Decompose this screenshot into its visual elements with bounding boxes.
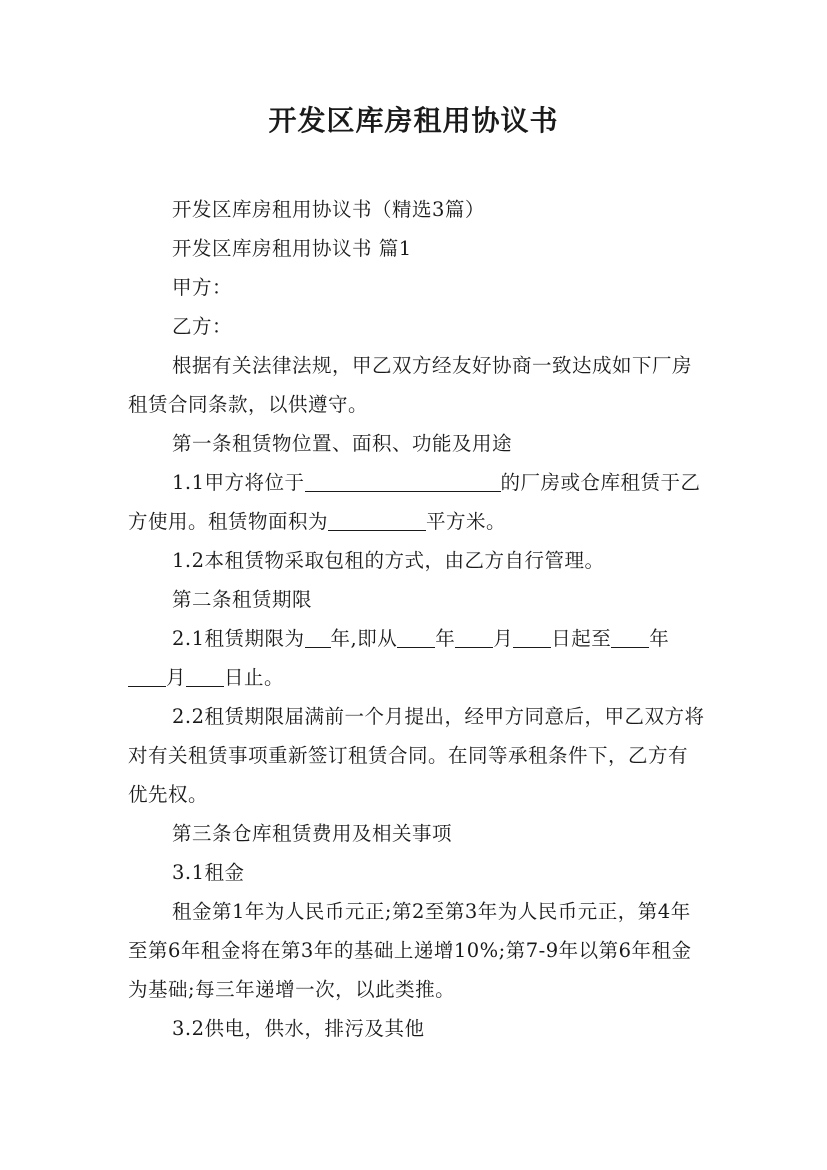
- party-a-line: 甲方：: [172, 276, 233, 299]
- end-day-blank: [186, 664, 224, 687]
- clause-1-1: [128, 463, 706, 541]
- clause-2-1-text: 年: [649, 627, 670, 650]
- years-blank: [305, 625, 331, 648]
- paragraph-article-heading: 开发区库房租用协议书 篇1: [172, 237, 412, 260]
- end-year-blank: [611, 625, 649, 648]
- end-month-blank: [128, 664, 166, 687]
- document-body: [128, 190, 706, 1048]
- clause-2-1-text: 日起至: [551, 627, 612, 650]
- clause-1-1-middle: 的厂房或仓库租赁于乙方使用。租赁物面积为: [128, 471, 701, 533]
- clause-2-1-text: 日止。: [224, 666, 285, 689]
- party-b-line: 乙方：: [172, 315, 233, 338]
- clause-rent-terms: 租金第1年为人民币元正;第2至第3年为人民币元正，第4年至第6年租金将在第3年的基础上递增10%;第7-9年以第6年租金为基础;每三年递增一次，以此类推。: [128, 900, 692, 1001]
- clause-3-2-heading: 3.2供电，供水，排污及其他: [172, 1017, 425, 1040]
- clause-2-1-text: 年,即从: [330, 627, 398, 650]
- document-title: 开发区库房租用协议书: [268, 104, 559, 137]
- clause-2-1-text: 月: [493, 627, 514, 650]
- clause-1-1-after: 平方米。: [426, 510, 507, 533]
- start-month-blank: [455, 625, 493, 648]
- clause-2-2: 2.2租赁期限届满前一个月提出，经甲方同意后，甲乙双方将对有关租赁事项重新签订租赁合同。在同等承租条件下，乙方有优先权。: [128, 705, 705, 806]
- clause-1-1-before: 1.1甲方将位于: [172, 471, 305, 494]
- section-heading-1: 第一条租赁物位置、面积、功能及用途: [172, 432, 513, 455]
- clause-2-1: [128, 619, 706, 697]
- clause-2-1-text: 月: [166, 666, 187, 689]
- clause-2-1-text: 年: [435, 627, 456, 650]
- area-blank: [328, 508, 426, 531]
- section-heading-3: 第三条仓库租赁费用及相关事项: [172, 822, 453, 845]
- clause-3-1-heading: 3.1租金: [172, 861, 245, 884]
- location-blank: [305, 469, 501, 492]
- start-day-blank: [513, 625, 551, 648]
- paragraph-subtitle: 开发区库房租用协议书（精选3篇）: [172, 198, 485, 221]
- clause-2-1-text: 2.1租赁期限为: [172, 627, 305, 650]
- clause-1-2: 1.2本租赁物采取包租的方式，由乙方自行管理。: [172, 549, 605, 572]
- section-heading-2: 第二条租赁期限: [172, 588, 313, 611]
- start-year-blank: [397, 625, 435, 648]
- paragraph-preamble: 根据有关法律法规，甲乙双方经友好协商一致达成如下厂房租赁合同条款，以供遵守。: [128, 354, 693, 416]
